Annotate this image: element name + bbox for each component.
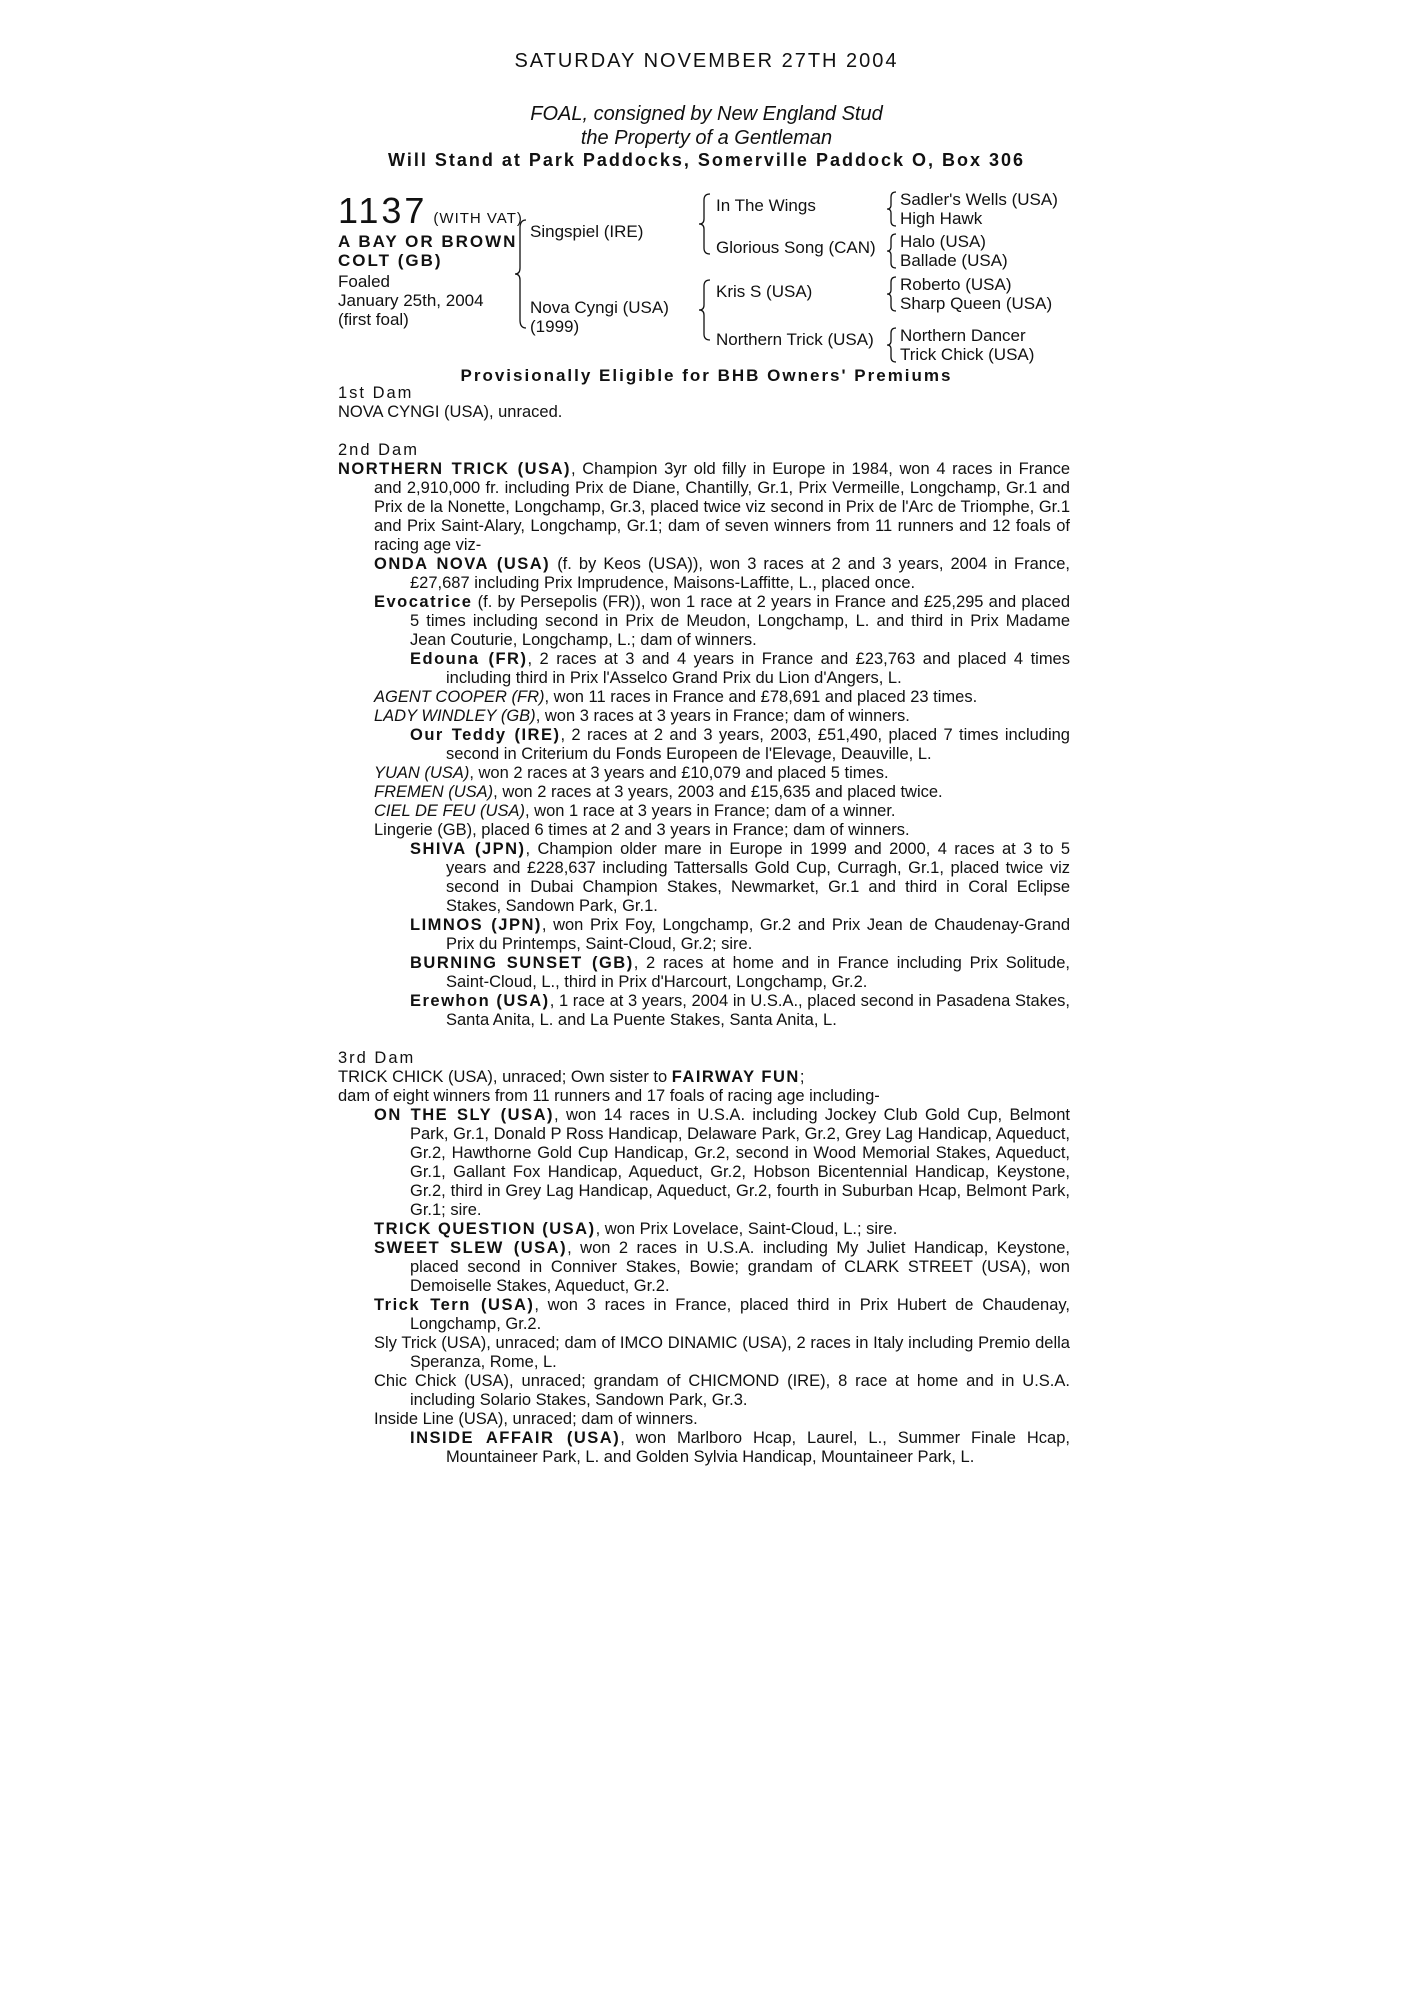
third-dam-intro: TRICK CHICK (USA), unraced; Own sister to FAIRWAY FUN; <box>338 1068 805 1086</box>
progeny-entry: FREMEN (USA), won 2 races at 3 years, 2003 and £15,635 and placed twice. <box>374 783 943 801</box>
first-dam-text: NOVA CYNGI (USA), unraced. <box>338 403 563 421</box>
lot-number-row <box>338 190 523 232</box>
grandprogeny-entry: LIMNOS (JPN), won Prix Foy, Longchamp, Gr.2 and Prix Jean de Chaudenay-Grand Prix du Printemps, Saint-Cloud, Gr.2; sire. <box>410 916 1070 953</box>
stand-location: Will Stand at Park Paddocks, Somerville Paddock O, Box 306 <box>387 150 1026 170</box>
progeny-entry: YUAN (USA), won 2 races at 3 years and £10,079 and placed 5 times. <box>374 764 889 782</box>
sire-dam-brace <box>514 218 528 330</box>
sire-dam-parents-brace <box>886 232 898 270</box>
progeny-entry: Inside Line (USA), unraced; dam of winners. <box>374 1410 698 1428</box>
vat-note: (WITH VAT) <box>433 210 523 227</box>
grandprogeny-entry: INSIDE AFFAIR (USA), won Marlboro Hcap, Laurel, L., Summer Finale Hcap, Mountaineer Park, L. and Golden Sylvia Handicap, Mountaineer Park, L. <box>410 1429 1070 1466</box>
progeny-entry: Chic Chick (USA), unraced; grandam of CHICMOND (IRE), 8 race at home and in U.S.A. including Solario Stakes, Sandown Park, Gr.3. <box>374 1372 1070 1409</box>
progeny-entry: TRICK QUESTION (USA), won Prix Lovelace, Saint-Cloud, L.; sire. <box>374 1220 898 1238</box>
pedigree-dds: Northern Dancer <box>900 326 1026 345</box>
grandprogeny-entry: Erewhon (USA), 1 race at 3 years, 2004 in U.S.A., placed second in Pasadena Stakes, Santa Anita, L. and La Puente Stakes, Santa Anita, L. <box>410 992 1070 1029</box>
sale-date: SATURDAY NOVEMBER 27TH 2004 <box>514 50 899 72</box>
progeny-entry: ONDA NOVA (USA) (f. by Keos (USA)), won 3 races at 2 and 3 years, 2004 in France, £27,687 including Prix Imprudence, Maisons-Laffitte, L., placed once. <box>374 555 1070 592</box>
foaled-date: January 25th, 2004 <box>338 291 484 310</box>
grandprogeny-entry: Edouna (FR), 2 races at 3 and 4 years in France and £23,763 and placed 4 times including third in Prix l'Asselco Grand Prix du Lion d'Angers, L. <box>410 650 1070 687</box>
progeny-entry: Sly Trick (USA), unraced; dam of IMCO DINAMIC (USA), 2 races in Italy including Premio della Speranza, Rome, L. <box>374 1334 1070 1371</box>
lot-number: 1137 <box>338 190 428 231</box>
pedigree-dam-dam: Northern Trick (USA) <box>716 330 874 349</box>
dam-dam-brace <box>886 326 898 364</box>
progeny-entry: SWEET SLEW (USA), won 2 races in U.S.A. including My Juliet Handicap, Keystone, placed second in Conniver Stakes, Bowie; grandam of CLARK STREET (USA), won Demoiselle Stakes, Aqueduct, Gr.2. <box>374 1239 1071 1295</box>
consignor-block <box>0 102 1413 150</box>
grandprogeny-entry: BURNING SUNSET (GB), 2 races at home and in France including Prix Solitude, Saint-Cloud, L., third in Prix d'Harcourt, Longchamp, Gr.2. <box>410 954 1070 991</box>
pedigree-dss: Roberto (USA) <box>900 275 1012 294</box>
first-dam-heading: 1st Dam <box>338 384 414 402</box>
pedigree-dsd: Sharp Queen (USA) <box>900 294 1053 313</box>
eligibility-note: Provisionally Eligible for BHB Owners' Premiums <box>460 366 953 385</box>
third-dam-summary: dam of eight winners from 11 runners and 17 foals of racing age including- <box>338 1087 880 1105</box>
progeny-entry: Trick Tern (USA), won 3 races in France, placed third in Prix Hubert de Chaudenay, Longchamp, Gr.2. <box>374 1296 1070 1333</box>
horse-description <box>338 232 538 270</box>
sire-parents-brace <box>698 192 712 256</box>
property-line: the Property of a Gentleman <box>580 127 833 149</box>
pedigree-sire-dam: Glorious Song (CAN) <box>716 238 876 257</box>
pedigree-ssd: High Hawk <box>900 209 983 228</box>
dam-parents-brace <box>698 278 712 342</box>
grandprogeny-entry: SHIVA (JPN), Champion older mare in Europe in 1999 and 2000, 4 races at 3 to 5 years and £228,637 including Tattersalls Gold Cup, Curragh, Gr.1, placed twice viz second in Dubai Champion Stakes, Newmarket, Gr.1 and third in Coral Eclipse Stakes, Sandown Park, Gr.1. <box>410 840 1070 915</box>
pedigree-ddd: Trick Chick (USA) <box>900 345 1035 364</box>
second-dam-heading: 2nd Dam <box>338 441 419 459</box>
progeny-entry: ON THE SLY (USA), won 14 races in U.S.A. including Jockey Club Gold Cup, Belmont Park, Gr.1, Donald P Ross Handicap, Delaware Park, Gr.2, Grey Lag Handicap, Aqueduct, Gr.2, Hawthorne Gold Cup Handicap, Gr.2, second in Wood Memorial Stakes, Aqueduct, Gr.1, Gallant Fox Handicap, Aqueduct, Gr.2, Hobson Bicentennial Handicap, Keystone, Gr.2, third in Grey Lag Handicap, Aqueduct, Gr.2, fourth in Suburban Hcap, Belmont Park, Gr.1; sire. <box>374 1106 1070 1219</box>
progeny-entry: LADY WINDLEY (GB), won 3 races at 3 years in France; dam of winners. <box>374 707 910 725</box>
foaling-info <box>338 272 538 329</box>
progeny-entry: CIEL DE FEU (USA), won 1 race at 3 years in France; dam of a winner. <box>374 802 896 820</box>
progeny-entry: AGENT COOPER (FR), won 11 races in France and £78,691 and placed 23 times. <box>374 688 978 706</box>
third-dam-heading: 3rd Dam <box>338 1049 416 1067</box>
grandprogeny-entry: Our Teddy (IRE), 2 races at 2 and 3 years, 2003, £51,490, placed 7 times including second in Criterium du Fonds Europeen de l'Elevage, Deauville, L. <box>410 726 1070 763</box>
foaled-label: Foaled <box>338 272 390 291</box>
horse-desc-line2: COLT (GB) <box>338 251 443 270</box>
catalogue-body <box>338 384 1070 1467</box>
sire-sire-brace <box>886 190 898 228</box>
pedigree-sdd: Ballade (USA) <box>900 251 1008 270</box>
pedigree-dam: Nova Cyngi (USA) <box>530 298 669 317</box>
pedigree-sss: Sadler's Wells (USA) <box>900 190 1058 209</box>
horse-desc-line1: A BAY OR BROWN <box>338 232 518 251</box>
pedigree-sire-sire: In The Wings <box>716 196 816 215</box>
pedigree-dam-sire: Kris S (USA) <box>716 282 813 301</box>
progeny-entry: Evocatrice (f. by Persepolis (FR)), won 1 race at 2 years in France and £25,295 and placed 5 times including second in Prix de Meudon, Longchamp, L. and third in Prix Madame Jean Couturie, Longchamp, L.; dam of winners. <box>374 593 1070 649</box>
pedigree-sds: Halo (USA) <box>900 232 986 251</box>
pedigree-dam-year: (1999) <box>530 317 580 336</box>
pedigree-sire: Singspiel (IRE) <box>530 222 644 241</box>
consignor-line: FOAL, consigned by New England Stud <box>530 103 883 125</box>
dam-entry: NORTHERN TRICK (USA), Champion 3yr old filly in Europe in 1984, won 4 races in France and 2,910,000 fr. including Prix de Diane, Chantilly, Gr.1, Prix Vermeille, Longchamp, Gr.1 and Prix de la Nonette, Longchamp, Gr.3, placed twice viz second in Prix de l'Arc de Triomphe, Gr.1 and Prix Saint-Alary, Longchamp, Gr.1; dam of seven winners from 11 runners and 12 foals of racing age viz- <box>338 460 1070 554</box>
dam-sire-brace <box>886 275 898 313</box>
foal-note: (first foal) <box>338 310 409 329</box>
progeny-entry: Lingerie (GB), placed 6 times at 2 and 3 years in France; dam of winners. <box>374 821 910 839</box>
